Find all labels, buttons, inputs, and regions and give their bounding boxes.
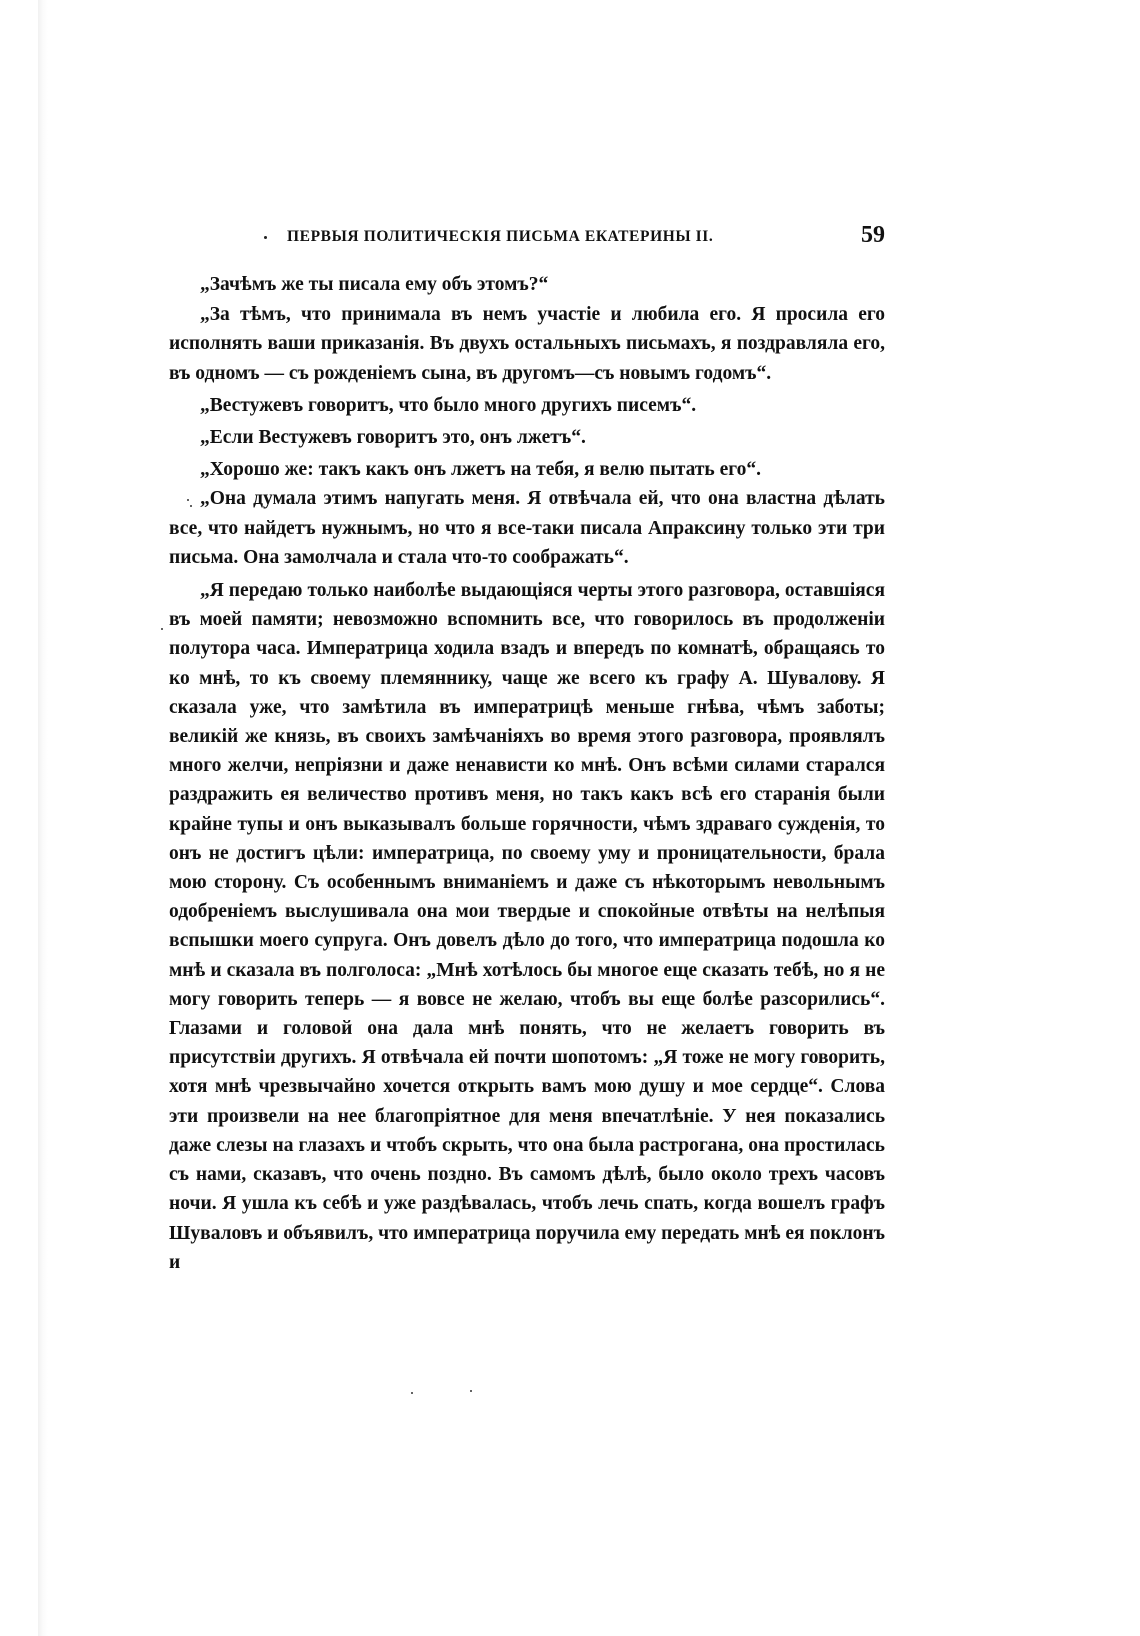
print-speck xyxy=(470,1390,472,1392)
paragraph-4: „Если Вестужевъ говоритъ это, онъ лжетъ“. xyxy=(200,427,586,449)
paragraph-1: „Зачѣмъ же ты писала ему объ этомъ?“ xyxy=(200,274,549,295)
paragraph-2: „За тѣмъ, что принимала въ немъ участіе и любила его. Я просила его исполнять ваши приказанія. Въ двухъ остальныхъ письмахъ, я поздравляла его, въ одномъ — съ рожденіемъ сына, въ другомъ—съ новымъ годомъ“. xyxy=(169,304,885,384)
print-speck xyxy=(161,628,163,630)
body-text xyxy=(169,270,885,1277)
page-header xyxy=(169,222,885,256)
print-speck xyxy=(187,499,189,501)
paragraph-7: „Я передаю только наиболѣе выдающіяся черты этого разговора, оставшіяся въ моей памяти; невозможно вспомнить все, что говорилось въ продолженіи полутора часа. Императрица ходила взадъ и впередъ по комнатѣ, обращаясь то ко мнѣ, то къ своему племяннику, чаще же всего къ графу А. Шувалову. Я сказала уже, что замѣтила въ императрицѣ меньше гнѣва, чѣмъ заботы; великій же князь, въ своихъ замѣчаніяхъ во время этого разговора, проявлялъ много желчи, непріязни и даже ненависти ко мнѣ. Онъ всѣми силами старался раздражить ея величество противъ меня, но такъ какъ всѣ его старанія были крайне тупы и онъ выказывалъ больше горячности, чѣмъ здраваго сужденія, то онъ не достигъ цѣли: императрица, по своему уму и проницательности, брала мою сторону. Съ особеннымъ вниманіемъ и даже съ нѣкоторымъ невольнымъ одобреніемъ выслушивала она мои твердые и спокойные отвѣты на нелѣпыя вспышки моего супруга. Онъ довелъ дѣло до того, что императрица подошла ко мнѣ и сказала въ полголоса: „Мнѣ хотѣлось бы многое еще сказать тебѣ, но я не могу говорить теперь — я вовсе не желаю, чтобъ вы еще болѣе разсорились“. Глазами и головой она дала мнѣ понять, что не желаетъ говорить въ присутствіи другихъ. Я отвѣчала ей почти шопотомъ: „Я тоже не могу говорить, хотя мнѣ чрезвычайно хочется открыть вамъ мою душу и мое сердце“. Слова эти произвели на нее благопріятное для меня впечатлѣніе. У нея показались даже слезы на глазахъ и чтобъ скрыть, что она была растрогана, она простилась съ нами, сказавъ, что очень поздно. Въ самомъ дѣлѣ, было около трехъ часовъ ночи. Я ушла къ себѣ и уже раздѣвалась, чтобъ лечь спать, когда вошелъ графъ Шуваловъ и объявилъ, что императрица поручила ему передать мнѣ ея поклонъ и xyxy=(169,580,885,1273)
page-number: 59 xyxy=(861,222,885,248)
paragraph-3: „Вестужевъ говоритъ, что было много другихъ писемъ“. xyxy=(200,394,697,416)
header-ornament-dot xyxy=(264,236,267,239)
paragraph-6: „Она думала этимъ напугать меня. Я отвѣчала ей, что она властна дѣлать все, что найдетъ нужнымъ, но что я все-таки писала Апраксину только эти три письма. Она замолчала и стала что-то соображать“. xyxy=(169,488,885,568)
paragraph-5: „Хорошо же: такъ какъ онъ лжетъ на тебя, я велю пытать его“. xyxy=(200,459,761,481)
print-speck xyxy=(411,1392,413,1394)
print-speck xyxy=(190,505,192,507)
page-gutter-shadow xyxy=(38,0,48,1636)
running-head: ПЕРВЫЯ ПОЛИТИЧЕСКІЯ ПИСЬМА ЕКАТЕРИНЫ II. xyxy=(287,228,714,245)
